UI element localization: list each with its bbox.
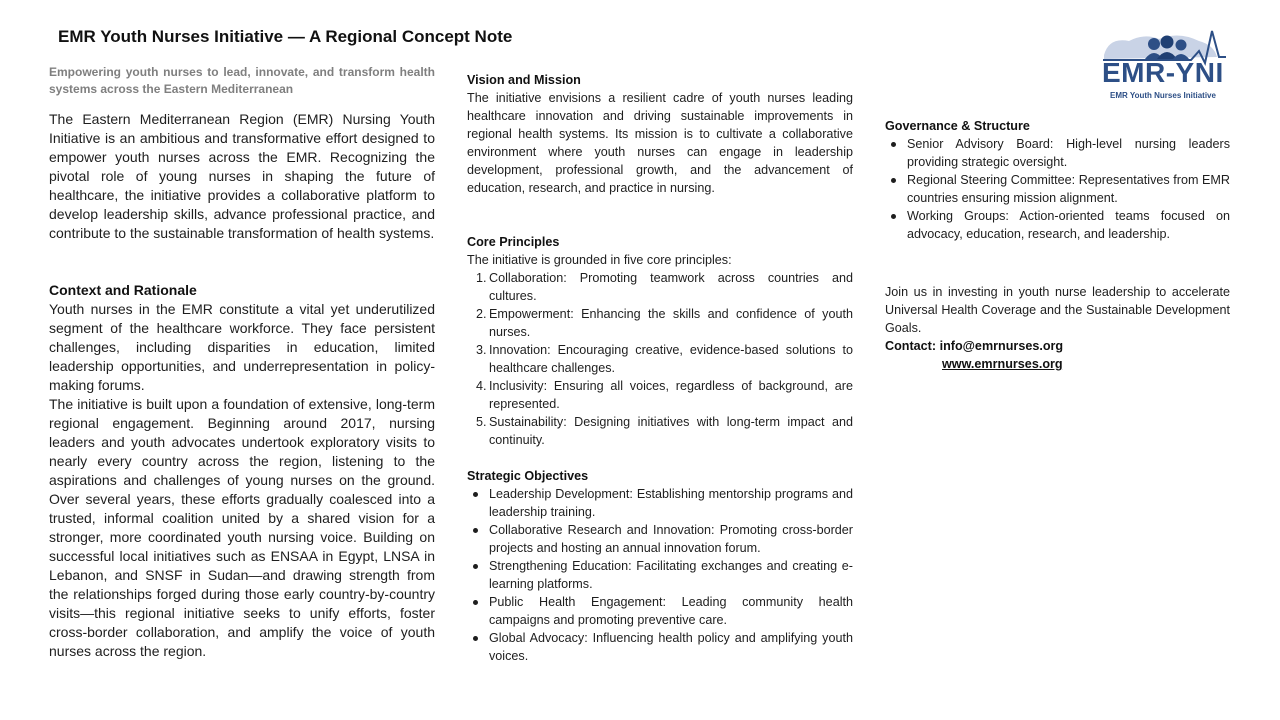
vision-section [467,71,853,197]
governance-text: Senior Advisory Board: High-level nursing leaders providing strategic oversight. [907,137,1230,169]
bullet-icon [473,600,478,605]
context-paragraph-1: Youth nurses in the EMR constitute a vital yet underutilized segment of the healthcare workforce. They face persistent challenges, including disparities in education, limited leadership opportunities, and underrepresentation in policy-making forums. [49,301,435,393]
governance-heading: Governance & Structure [885,119,1030,133]
bullet-icon [891,142,896,147]
logo-tagline: EMR Youth Nurses Initiative [1110,91,1216,100]
principles-list [467,269,853,449]
governance-text: Working Groups: Action-oriented teams focused on advocacy, education, research, and leadership. [907,209,1230,241]
logo-acronym: EMR-YNI [1102,57,1224,88]
objectives-heading: Strategic Objectives [467,469,589,483]
governance-item [885,207,1230,243]
bullet-icon [473,492,478,497]
bullet-icon [891,178,896,183]
objectives-section [467,467,853,665]
list-number: 4. [476,379,487,393]
bullet-icon [891,214,896,219]
principle-text: Empowerment: Enhancing the skills and confidence of youth nurses. [489,307,853,339]
bullet-icon [473,564,478,569]
governance-item [885,171,1230,207]
objective-item [467,485,853,521]
document-subtitle: Empowering youth nurses to lead, innovate, and transform health systems across the Eastern Mediterranean [49,65,435,96]
website-line [885,355,1230,373]
principles-intro: The initiative is grounded in five core principles: [467,253,732,267]
context-section [49,281,435,661]
governance-text: Regional Steering Committee: Representatives from EMR countries ensuring mission alignment. [907,173,1230,205]
principle-item [467,341,853,377]
list-number: 1. [476,271,487,285]
closing-section [885,283,1230,373]
principle-text: Sustainability: Designing initiatives with long-term impact and continuity. [489,415,853,447]
bullet-icon [473,528,478,533]
objective-item [467,593,853,629]
objective-text: Public Health Engagement: Leading community health campaigns and promoting preventive care. [489,595,853,627]
objective-item [467,521,853,557]
principles-heading: Core Principles [467,235,560,249]
context-paragraph-2: The initiative is built upon a foundation of extensive, long-term regional engagement. Beginning around 2017, nursing leaders and youth advocates undertook exploratory visits to nearly every country across the region, listening to the aspirations and challenges of young nurses on the ground. Over several years, these efforts gradually coalesced into a trusted, informal coalition united by a shared vision for a stronger, more coordinated youth nursing voice. Building on successful local initiatives such as ENSAA in Egypt, LNSA in Lebanon, and SNSF in Sudan—and drawing strength from the relationships forged during those early country-by-country visits—this regional initiative seeks to unify efforts, foster cross-border collaboration, and amplify the voice of youth nurses across the region. [49,396,435,659]
list-number: 5. [476,415,487,429]
objective-item [467,629,853,665]
objective-text: Leadership Development: Establishing mentorship programs and leadership training. [489,487,853,519]
list-number: 3. [476,343,487,357]
emr-yni-logo [1099,27,1229,105]
context-heading: Context and Rationale [49,282,197,298]
principle-text: Innovation: Encouraging creative, evidence-based solutions to healthcare challenges. [489,343,853,375]
contact-email-link[interactable]: info@emrnurses.org [939,339,1064,353]
website-link[interactable]: www.emrnurses.org [942,357,1063,371]
objectives-list [467,485,853,665]
principle-item [467,305,853,341]
objective-text: Collaborative Research and Innovation: Promoting cross-border projects and hosting an annual innovation forum. [489,523,853,555]
principle-text: Inclusivity: Ensuring all voices, regardless of background, are represented. [489,379,853,411]
principle-item [467,269,853,305]
vision-paragraph: The initiative envisions a resilient cadre of youth nurses leading healthcare innovation and driving sustainable improvements in regional health systems. Its mission is to cultivate a collaborative environment where youth nurses can engage in leadership development, professional growth, and the advancement of education, research, and practice in nursing. [467,91,853,195]
closing-paragraph: Join us in investing in youth nurse leadership to accelerate Universal Health Coverage and the Sustainable Development Goals. [885,285,1230,335]
list-number: 2. [476,307,487,321]
principle-item [467,377,853,413]
governance-item [885,135,1230,171]
vision-heading: Vision and Mission [467,73,581,87]
principles-section [467,233,853,449]
intro-section [49,110,435,243]
bullet-icon [473,636,478,641]
governance-list [885,135,1230,243]
governance-section [885,117,1230,243]
objective-text: Strengthening Education: Facilitating exchanges and creating e-learning platforms. [489,559,853,591]
contact-line [885,337,1230,355]
principle-text: Collaboration: Promoting teamwork across countries and cultures. [489,271,853,303]
document-title: EMR Youth Nurses Initiative — A Regional Concept Note [58,27,513,46]
objective-text: Global Advocacy: Influencing health policy and amplifying youth voices. [489,631,853,663]
intro-paragraph: The Eastern Mediterranean Region (EMR) Nursing Youth Initiative is an ambitious and transformative effort designed to empower youth nurses across the EMR. Recognizing the pivotal role of young nurses in shaping the future of healthcare, the initiative provides a collaborative platform to develop leadership skills, advance professional practice, and contribute to the sustainable transformation of health systems. [49,111,435,241]
objective-item [467,557,853,593]
principle-item [467,413,853,449]
contact-label: Contact: [885,339,937,353]
